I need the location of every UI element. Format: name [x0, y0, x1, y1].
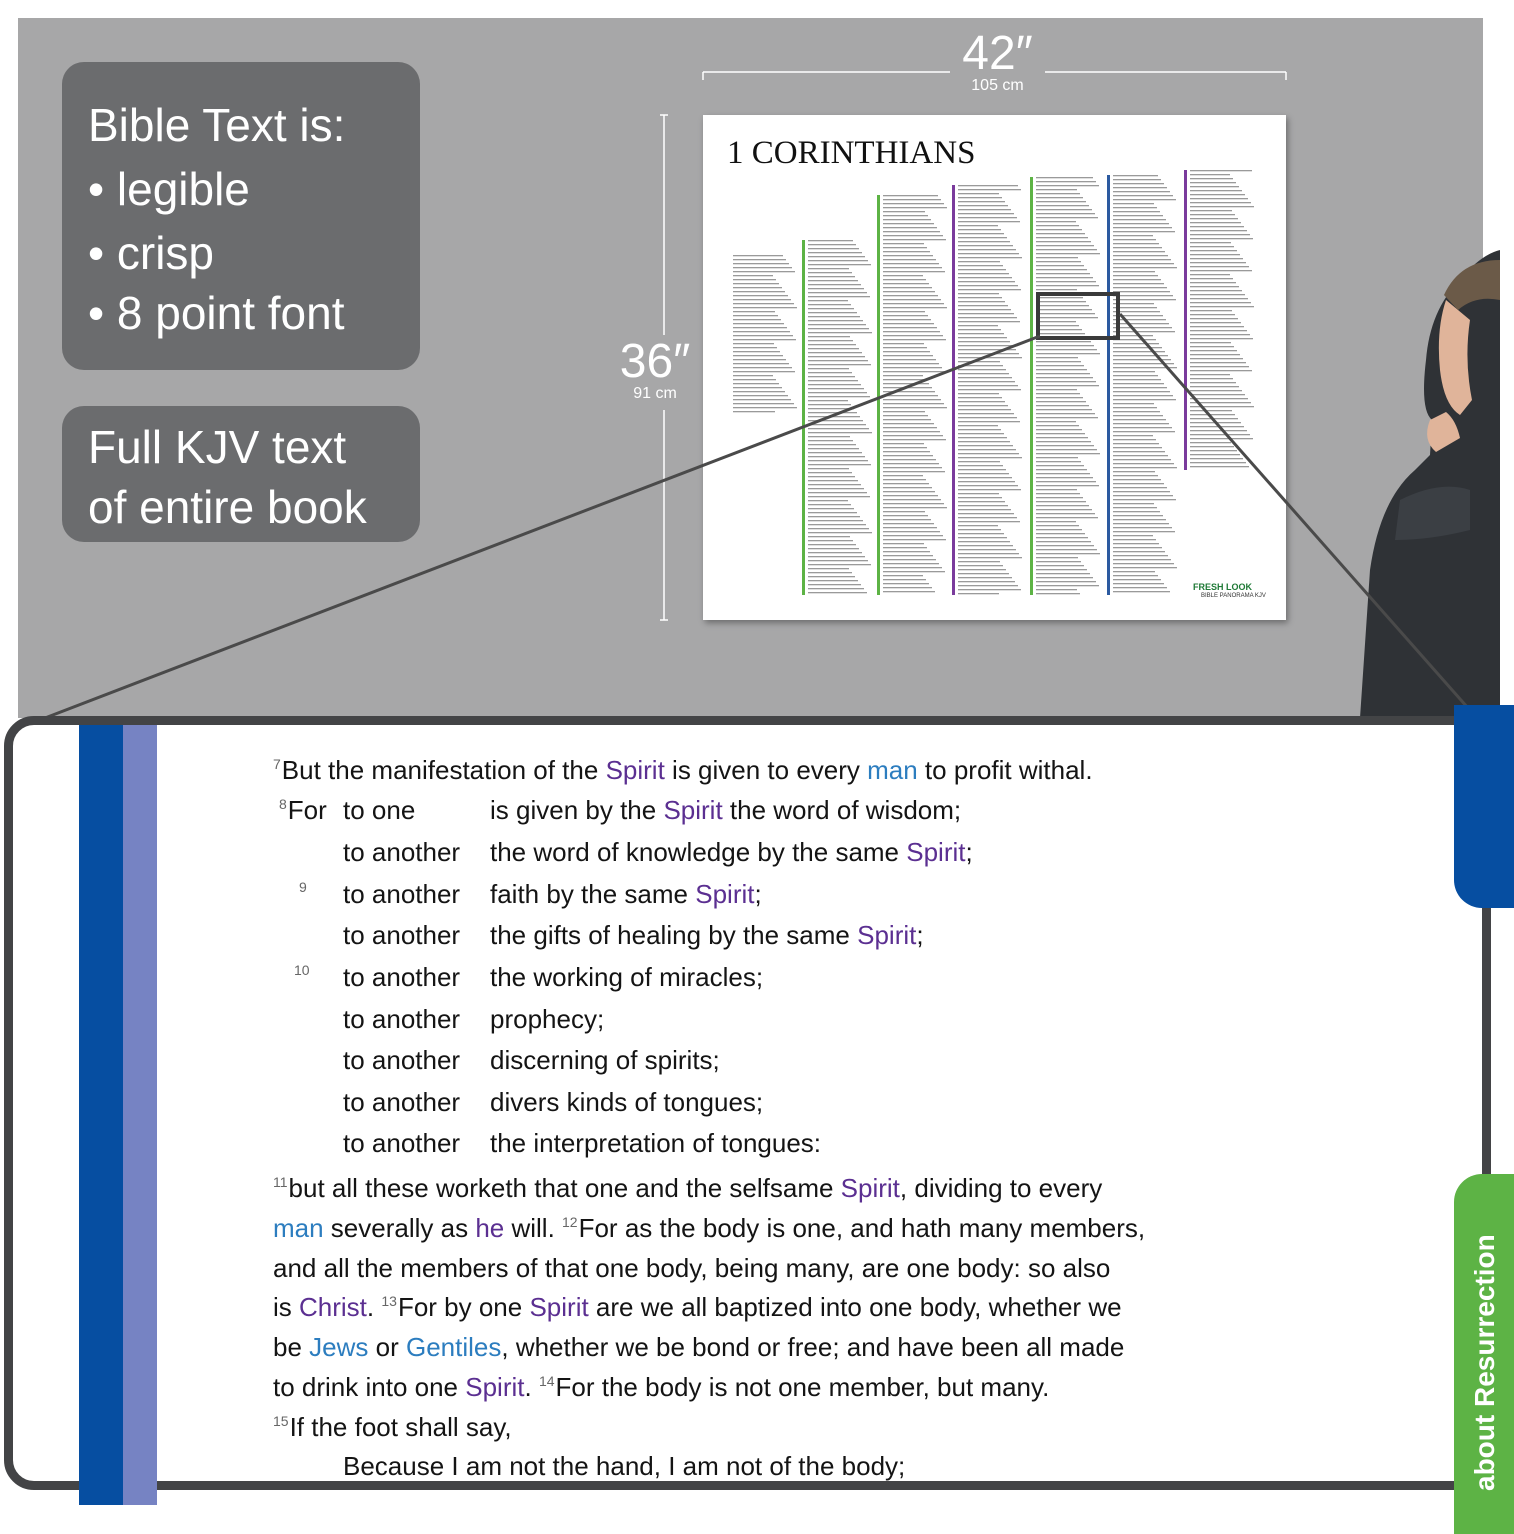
section-bar-dark [79, 725, 123, 1505]
list-text: faith by the same Spirit; [490, 879, 762, 909]
callout-item: • crisp [88, 227, 215, 279]
paragraph-line: be Jews or Gentiles, whether we be bond or free; and have been all made [273, 1332, 1125, 1362]
verse-line: $^7$But the manifestation of the Spirit is given to every man to profit withal. [273, 755, 1093, 785]
list-text: the working of miracles; [490, 962, 764, 992]
height-cm: 91 cm [633, 385, 677, 402]
verse-line: $^8$For [279, 795, 327, 825]
list-lead: to another [343, 1087, 461, 1117]
width-inches: 42″ [962, 27, 1033, 80]
list-text: discerning of spirits; [490, 1045, 720, 1075]
paragraph-line: man severally as he will. $^{12}$For as the body is one, and hath many members, [273, 1213, 1146, 1243]
list-lead: to another [343, 1004, 461, 1034]
zoomed-text-panel [4, 716, 1500, 1491]
callout-item: • legible [88, 163, 250, 215]
section-bar-light [123, 725, 157, 1505]
callout-line: Full KJV text [88, 421, 347, 473]
verse-number: 8 [279, 796, 287, 812]
list-text: is given by the Spirit the word of wisdom; [490, 795, 962, 825]
list-lead: to one [343, 795, 416, 825]
poster-logo-sub: BIBLE PANORAMA KJV [1201, 593, 1266, 599]
height-inches: 36″ [619, 335, 691, 388]
poster-logo: FRESH LOOK [1193, 582, 1253, 592]
section-tab-blue [1454, 705, 1514, 908]
list-lead: to another [343, 1128, 461, 1158]
list-text: the word of knowledge by the same Spirit; [490, 837, 973, 867]
list-text: divers kinds of tongues; [490, 1087, 764, 1117]
verse-number: 7 [273, 756, 281, 772]
paragraph-line: is Christ. $^{13}$For by one Spirit are we all baptized into one body, whether we [273, 1292, 1122, 1322]
paragraph-line: $^{15}$If the foot shall say, [273, 1412, 512, 1442]
list-text: prophecy; [490, 1004, 605, 1034]
width-cm: 105 cm [971, 77, 1024, 94]
callout-line: of entire book [88, 481, 367, 533]
list-text: the gifts of healing by the same Spirit; [490, 920, 924, 950]
verse-number: 9 [299, 879, 307, 895]
list-lead: to another [343, 920, 461, 950]
poster-title: 1 CORINTHIANS [727, 135, 976, 171]
list-lead: to another [343, 879, 461, 909]
paragraph-line: Because I am not the hand, I am not of the body; [343, 1451, 906, 1481]
list-lead: to another [343, 1045, 461, 1075]
paragraph-line: $^{11}$but all these worketh that one and the selfsame Spirit, dividing to every [273, 1173, 1103, 1203]
paragraph-line: and all the members of that one body, being many, are one body: so also [273, 1253, 1111, 1283]
callout-item: • 8 point font [88, 287, 345, 339]
list-lead: to another [343, 962, 461, 992]
paragraph-line: to drink into one Spirit. $^{14}$For the body is not one member, but many. [273, 1372, 1050, 1402]
callout-heading: Bible Text is: [88, 99, 346, 151]
list-text: the interpretation of tongues: [490, 1128, 822, 1158]
list-lead: to another [343, 837, 461, 867]
verse-number: 10 [294, 962, 310, 978]
section-tab-label: about Resurrection [1469, 1234, 1500, 1491]
